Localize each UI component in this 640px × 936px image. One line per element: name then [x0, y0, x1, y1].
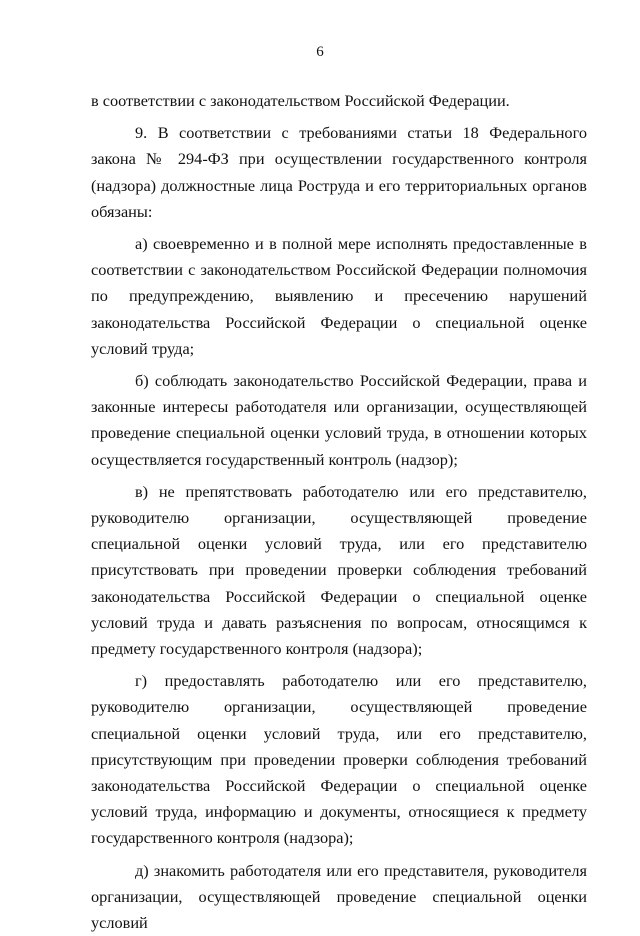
page-number: 6 — [316, 44, 324, 60]
paragraph-item-a: а) своевременно и в полной мере исполнять предоставленные в соответствии с законодательством Российской Федерации полномочия по предупреждению, выявлению и пресечению нарушений законодательства Российской Федерации о специальной оценке условий труда; — [91, 234, 587, 358]
paragraph-item-9: 9. В соответствии с требованиями статьи 18 Федерального закона № 294-ФЗ при осуществлении государственного контроля (надзора) должностные лица Роструда и его территориальных органов обязаны: — [91, 123, 587, 221]
paragraph-item-g: г) предоставлять работодателю или его представителю, руководителю организации, осуществляющей проведение специальной оценки условий труда, или его представителю, присутствующим при проведении проверки соблюдения требований законодательства Российской Федерации о специальной оценке условий труда, информацию и документы, относящиеся к предмету государственного контроля (надзора); — [91, 671, 587, 848]
document-body — [91, 88, 587, 936]
paragraph-item-v: в) не препятствовать работодателю или его представителю, руководителю организации, осуществляющей проведение специальной оценки условий труда, или его представителю присутствовать при проведении проверки соблюдения требований законодательства Российской Федерации о специальной оценке условий труда и давать разъяснения по вопросам, относящимся к предмету государственного контроля (надзора); — [91, 481, 587, 659]
paragraph-item-d: д) знакомить работодателя или его представителя, руководителя организации, осуществляющей проведение специальной оценки условий — [91, 860, 587, 933]
paragraph-continuation: в соответствии с законодательством Российской Федерации. — [91, 91, 510, 110]
paragraph-item-b: б) соблюдать законодательство Российской Федерации, права и законные интересы работодателя или организации, осуществляющей проведение специальной оценки условий труда, в отношении которых осуществляется государственный контроль (надзор); — [91, 371, 587, 469]
